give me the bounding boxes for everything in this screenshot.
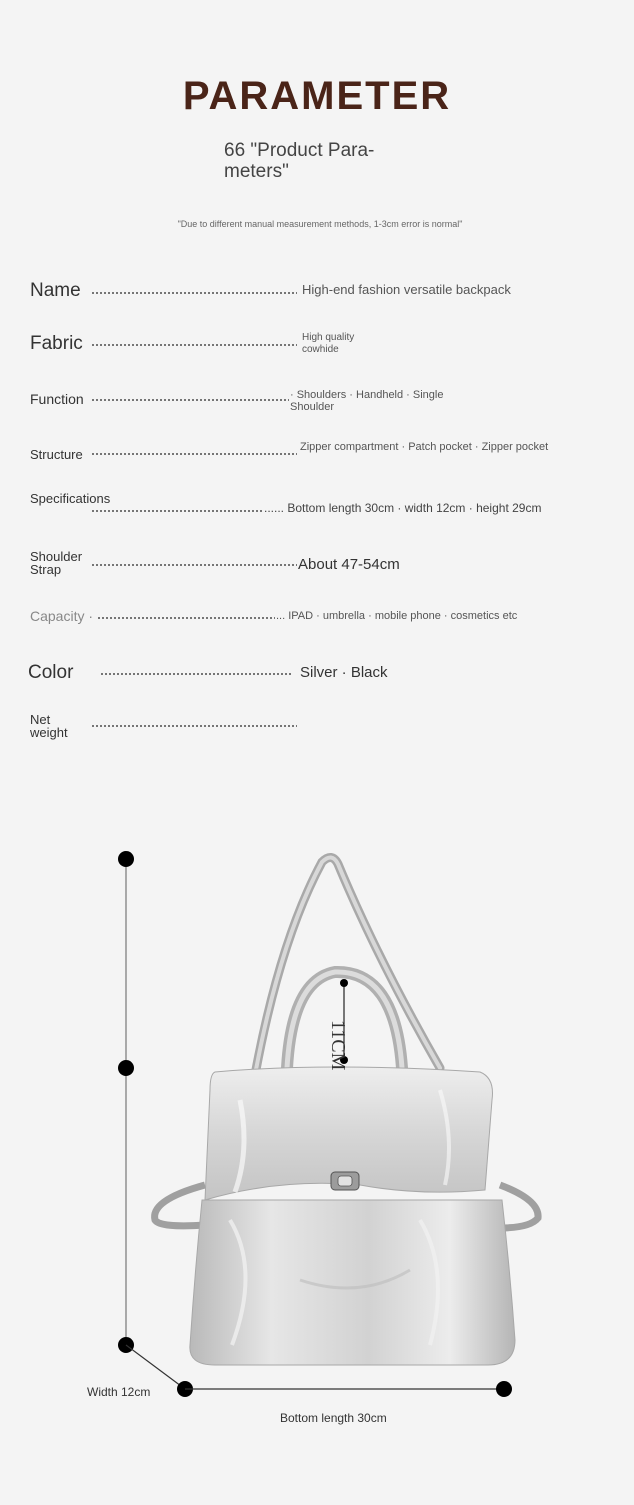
dotted-leader [100,673,292,675]
param-value: Silver · Black [300,664,388,681]
param-value: About 47-54cm [298,556,400,573]
param-label: Structure [30,447,83,462]
height-top-dot [118,851,134,867]
param-label: Color [28,662,74,683]
param-label: Capacity · [30,608,94,624]
param-label: Function [30,391,84,407]
param-label: Name [30,280,81,301]
param-value: ...... Bottom length 30cm · width 12cm · height 29cm [264,501,542,515]
dotted-leader [91,510,263,512]
product-dimension-figure [0,800,634,1500]
dotted-leader [91,725,297,727]
param-value: High quality cowhide [302,332,355,355]
bottom-length-label: Bottom length 30cm [280,1411,387,1425]
param-value: ... IPAD · umbrella · mobile phone · cosmetics etc [276,610,518,622]
width-line [126,1345,185,1389]
dotted-leader [91,564,297,566]
param-value: · Shoulders · Handheld · Single Shoulder [290,389,444,413]
param-label: Specifications [30,491,111,506]
height-mid-dot [118,1060,134,1076]
dotted-leader [91,292,297,294]
param-value: Zipper compartment · Patch pocket · Zipper pocket [300,441,549,453]
handle-height-label: 11CM [327,1020,349,1071]
param-label: Shoulder Strap [30,549,83,577]
bottom-length-dot [496,1381,512,1397]
dotted-leader [91,453,297,455]
page-subtitle: 66 "Product Para- meters" [224,140,375,182]
param-label: Net weight [30,712,68,740]
dotted-leader [91,344,297,346]
dotted-leader [91,399,289,401]
page-title: PARAMETER [182,74,452,118]
dotted-leader [97,617,275,619]
measurement-note: "Due to different manual measurement methods, 1-3cm error is normal" [177,219,463,229]
param-label: Fabric [30,333,83,354]
param-value: High-end fashion versatile backpack [302,282,511,297]
width-label: Width 12cm [87,1385,151,1399]
